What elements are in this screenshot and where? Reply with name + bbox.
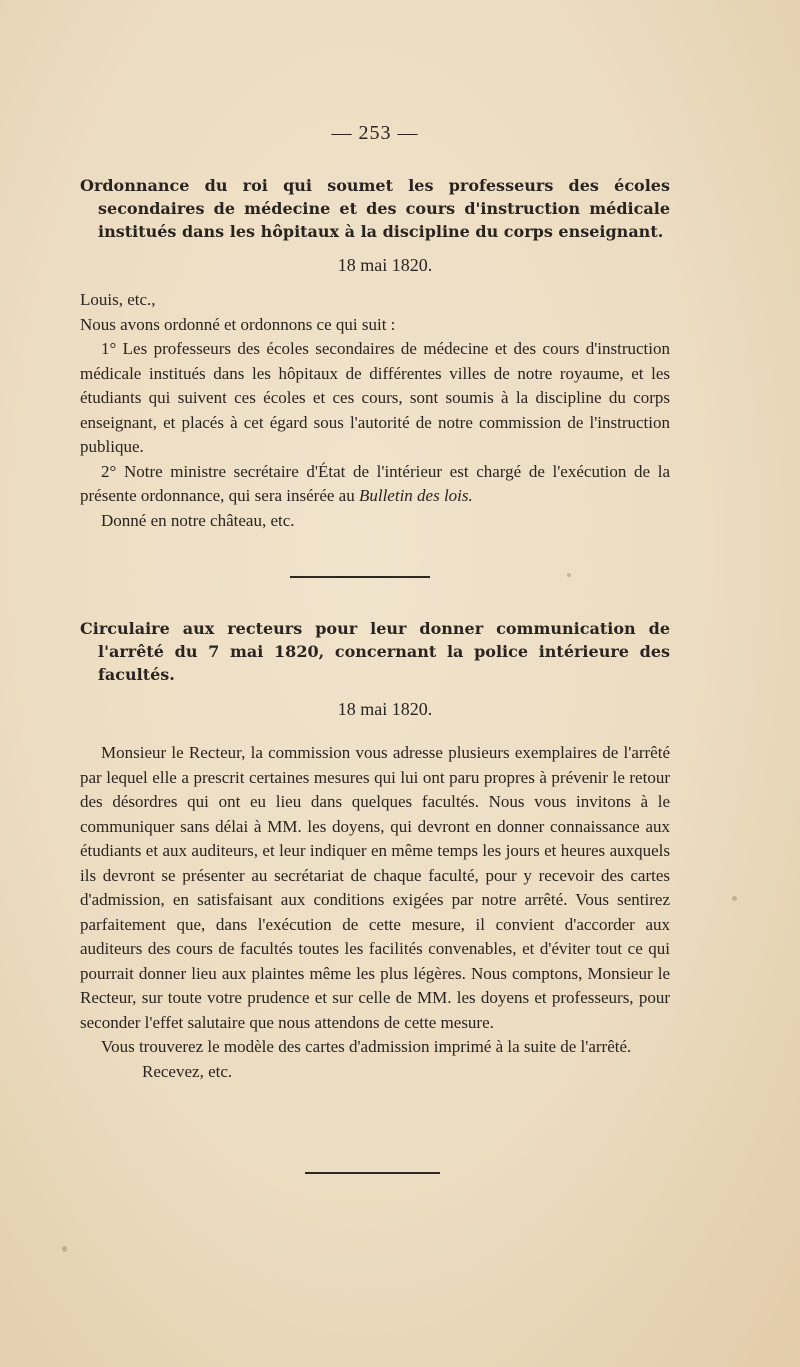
paper-spot [62, 1246, 67, 1252]
paragraph: Monsieur le Recteur, la commission vous adresse plusieurs exemplaires de l'arrêté par lequel elle a prescrit certaines mesures qui lui ont paru propres à prévenir le retour des désordres qui ont eu lieu dans quelques facultés. Nous vous invitons à le communiquer sans délai à MM. les doyens, qui devront en donner connaissance aux étudiants et aux auditeurs, et leur indiquer en même temps les jours et heures auxquels ils devront se présenter au secrétariat de chaque faculté, pour y recevoir des cartes d'admission, en satisfaisant aux conditions exigées par notre arrêté. Vous sentirez parfaitement que, dans l'exécution de cette mesure, il convient d'accorder aux auditeurs des cours de facultés toutes les facilités convenables, et d'éviter tout ce qui pourrait donner lieu aux plaintes même les plus légères. Nous comptons, Monsieur le Recteur, sur toute votre prudence et sur celle de MM. les doyens et professeurs, pour seconder l'effet salutaire que nous attendons de cette mesure. [80, 743, 670, 1032]
paragraph [80, 460, 670, 509]
circulaire-section [80, 617, 670, 1084]
section-heading: Circulaire aux recteurs pour leur donner communication de l'arrêté du 7 mai 1820, concernant la police intérieure des facultés. [80, 619, 670, 684]
section-divider [290, 576, 430, 578]
paper-spot [567, 573, 571, 577]
ordonnance-section [80, 174, 670, 533]
paragraph: Nous avons ordonné et ordonnons ce qui suit : [80, 314, 396, 334]
page-number: — 253 — [331, 122, 419, 144]
section-date: 18 mai 1820. [337, 699, 433, 719]
paragraph: 1° Les professeurs des écoles secondaires de médecine et des cours d'instruction médicale institués dans les hôpitaux de différentes villes de notre royaume, et les étudiants qui suivent ces écoles et ces cours, sont soumis à la discipline du corps enseignant, et placés à cet égard sous l'autorité de notre commission de l'instruction publique. [80, 339, 670, 456]
section-heading: Ordonnance du roi qui soumet les professeurs des écoles secondaires de médecine et des cours d'instruction médicale institués dans les hôpitaux à la discipline du corps enseignant. [80, 176, 670, 241]
paragraph-text: 2° Notre ministre secrétaire d'État de l'intérieur est chargé de l'exécution de la présente ordonnance, qui sera insérée au [80, 461, 670, 505]
closing-divider [305, 1172, 440, 1174]
section-date: 18 mai 1820. [337, 255, 433, 275]
paragraph: Louis, etc., [80, 290, 156, 309]
paragraph: Vous trouverez le modèle des cartes d'admission imprimé à la suite de l'arrêté. [101, 1037, 632, 1056]
bulletin-reference: Bulletin des lois. [358, 486, 473, 505]
paragraph: Recevez, etc. [142, 1061, 233, 1081]
paragraph: Donné en notre château, etc. [101, 510, 295, 530]
paper-spot [732, 896, 737, 901]
